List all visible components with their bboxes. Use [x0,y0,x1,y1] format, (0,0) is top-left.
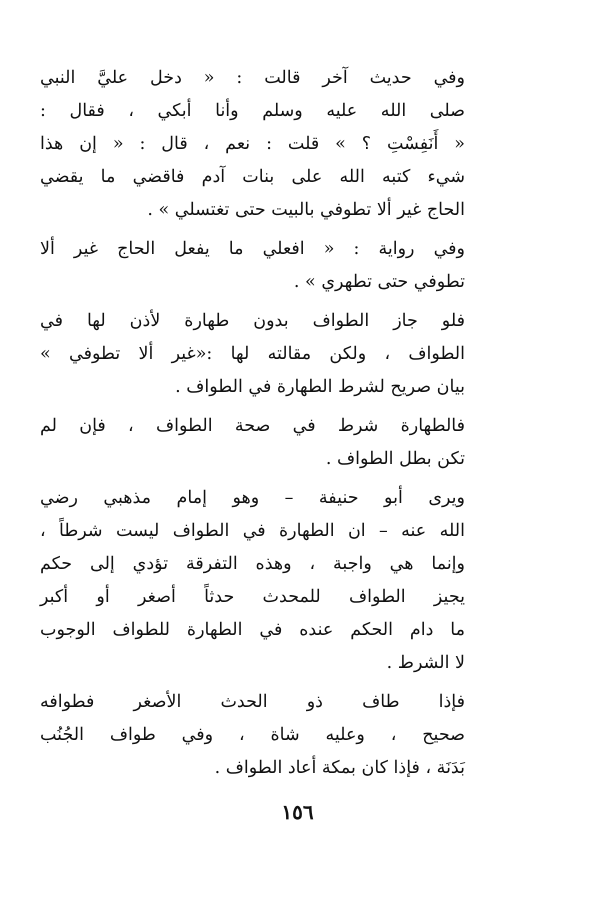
text-line: « أَنَفِسْتِ ؟ » قلت : نعم ، قال : « إن هذا [40,134,465,154]
paragraph-4 [40,410,465,476]
text-line: وإنما هي واجبة ، وهذه التفرقة تؤدي إلى حكم [40,554,465,574]
text-line: تكن بطل الطواف . [325,449,465,469]
paragraph-1 [40,62,465,227]
text-line: الطواف ، ولكن مقالته لها :«غير ألا تطوفي » [40,344,465,364]
text-line: ويرى أبو حنيفة – وهو إمام مذهبي رضي [40,488,465,508]
text-line: الله عنه – ان الطهارة في الطواف ليست شرطاً ، [40,521,465,541]
text-line: صحيح ، وعليه شاة ، وفي طواف الجُنُب [40,725,465,745]
paragraph-3 [40,305,465,404]
text-line: بيان صريح لشرط الطهارة في الطواف . [175,377,465,397]
text-line: تطوفي حتى تطهري » . [293,272,465,292]
text-line: لا الشرط . [386,653,465,673]
text-line: وفي حديث آخر قالت : « دخل عليَّ النبي [40,68,465,88]
text-line: صلى الله عليه وسلم وأنا أبكي ، فقال : [40,101,465,121]
paragraph-5 [40,482,465,680]
page-number: ١٥٦ [281,800,314,824]
text-line: فالطهارة شرط في صحة الطواف ، فإن لم [40,416,465,436]
text-line: وفي رواية : « افعلي ما يفعل الحاج غير ألا [40,239,465,259]
text-line: فإذا طاف ذو الحدث الأصغر فطوافه [40,692,465,712]
paragraph-2 [40,233,465,299]
text-line: بَدَنَة ، فإذا كان بمكة أعاد الطواف . [214,758,465,778]
text-line: شيء كتبه الله على بنات آدم فاقضي ما يقضي [40,167,465,187]
text-line: ما دام الحكم عنده في الطهارة للطواف الوجوب [40,620,466,640]
text-line: يجيز الطواف للمحدث حدثاً أصغر أو أكبر [40,587,465,607]
body-text [40,62,465,791]
text-line: فلو جاز الطواف بدون طهارة لأذن لها في [40,311,465,331]
text-line: الحاج غير ألا تطوفي بالبيت حتى تغتسلي » . [147,200,465,220]
paragraph-6 [40,686,465,785]
